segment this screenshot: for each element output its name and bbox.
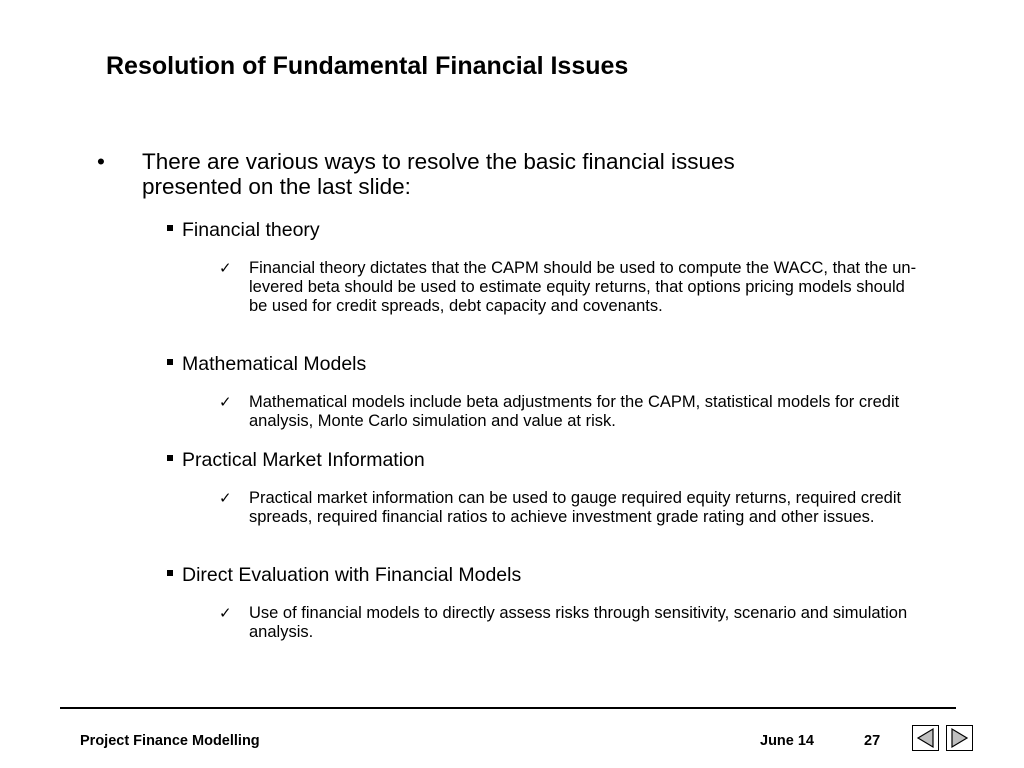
section-detail-text: Practical market information can be used to gauge required equity returns, required credit spreads, required financial ratios to achieve investment grade rating and other issues. [249, 489, 902, 526]
intro-text: There are various ways to resolve the basic financial issues presented on the last slide: [142, 149, 735, 199]
section-detail-direct-evaluation [219, 604, 919, 642]
square-bullet-icon [167, 225, 173, 231]
square-bullet-icon [167, 359, 173, 365]
triangle-right-icon [947, 726, 972, 750]
footer-date: June 14 [760, 733, 814, 749]
page-number: 27 [864, 733, 881, 749]
check-icon: ✓ [219, 259, 232, 277]
section-detail-financial-theory [219, 259, 919, 316]
section-heading-text: Practical Market Information [182, 449, 425, 471]
section-detail-mathematical-models [219, 393, 919, 431]
footer-divider [60, 707, 956, 709]
square-bullet-icon [167, 570, 173, 576]
previous-slide-button[interactable] [912, 725, 939, 751]
section-detail-text: Financial theory dictates that the CAPM should be used to compute the WACC, that the un-levered beta should be used to estimate equity returns, that options pricing models should be used for credit spreads, debt capacity and covenants. [249, 259, 917, 315]
section-detail-text: Mathematical models include beta adjustments for the CAPM, statistical models for credit analysis, Monte Carlo simulation and value at risk. [249, 393, 900, 430]
bullet-dot: • [97, 149, 105, 174]
section-heading-text: Financial theory [182, 219, 320, 241]
section-heading-text: Direct Evaluation with Financial Models [182, 564, 522, 586]
slide-title: Resolution of Fundamental Financial Issues [106, 52, 629, 80]
check-icon: ✓ [219, 393, 232, 411]
section-detail-text: Use of financial models to directly assess risks through sensitivity, scenario and simulation analysis. [249, 604, 908, 641]
section-heading-direct-evaluation [167, 563, 521, 587]
triangle-left-icon [913, 726, 938, 750]
square-bullet-icon [167, 455, 173, 461]
section-heading-text: Mathematical Models [182, 353, 367, 375]
check-icon: ✓ [219, 604, 232, 622]
footer-title: Project Finance Modelling [80, 733, 260, 749]
section-heading-practical-market-information [167, 448, 425, 472]
intro-bullet [97, 149, 817, 199]
section-heading-mathematical-models [167, 352, 366, 376]
section-heading-financial-theory [167, 218, 320, 242]
next-slide-button[interactable] [946, 725, 973, 751]
section-detail-practical-market-information [219, 489, 919, 527]
check-icon: ✓ [219, 489, 232, 507]
